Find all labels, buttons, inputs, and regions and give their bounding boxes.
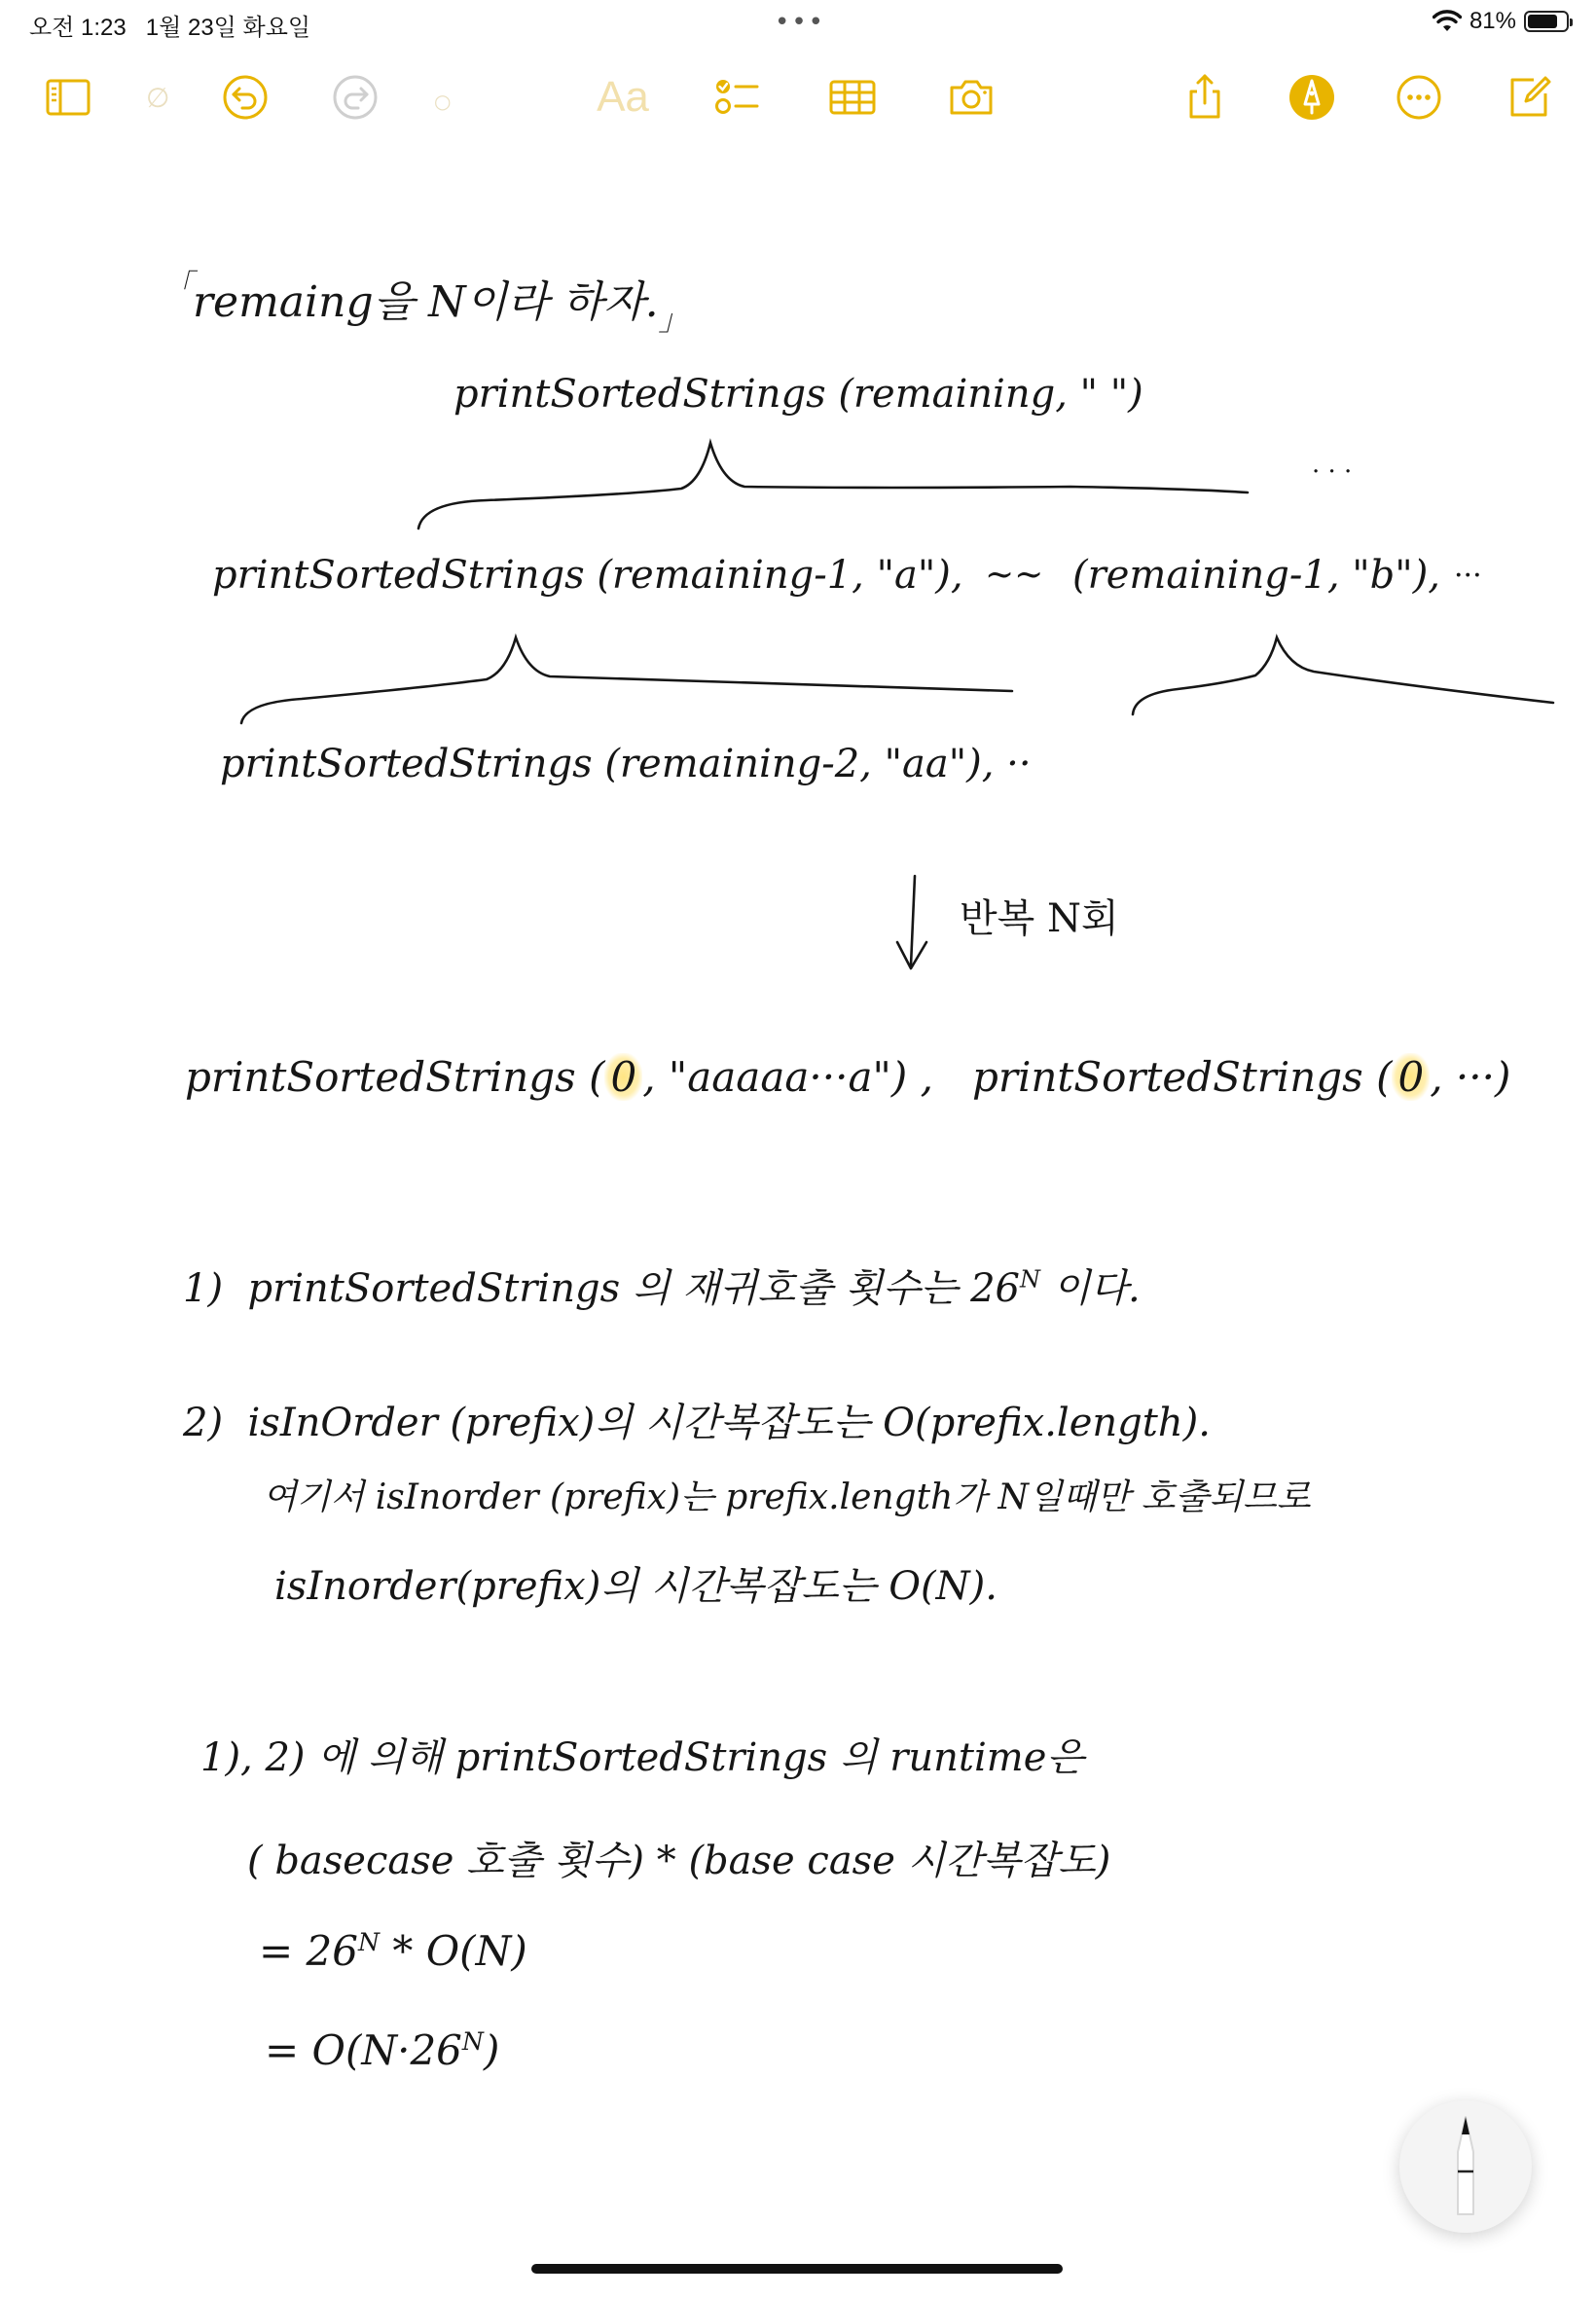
format-button[interactable]	[590, 62, 656, 132]
redo-button[interactable]	[324, 62, 386, 132]
compose-button[interactable]	[1499, 62, 1561, 132]
more-icon	[1394, 72, 1444, 123]
pencil-icon	[1446, 2113, 1485, 2220]
multitasking-dots[interactable]: •••	[775, 8, 826, 37]
markup-button[interactable]	[1281, 62, 1343, 132]
tree-root-ellipsis: · · ·	[1312, 457, 1353, 487]
status-time-date	[29, 8, 310, 42]
conclusion-line-3-b: * O(N)	[380, 1927, 527, 1975]
point-1-text-end: 이다.	[1039, 1266, 1141, 1311]
base-highlight-zero-2: 0	[1392, 1053, 1430, 1101]
sidebar-button[interactable]	[37, 62, 99, 132]
tree-level1-ellipsis: ···	[1454, 559, 1482, 593]
compose-icon	[1505, 72, 1555, 123]
base-call-2-prefix: printSortedStrings (	[971, 1053, 1393, 1101]
status-bar	[0, 0, 1596, 47]
tree-level2-call: printSortedStrings (remaining-2, "aa"), ··	[220, 742, 1032, 786]
conclusion-line-4-exponent: N	[461, 2027, 484, 2056]
base-call-2-rest: , ···)	[1430, 1053, 1511, 1101]
checklist-icon	[712, 72, 763, 123]
status-date: 1월 23일 화요일	[145, 15, 311, 41]
ghost-glyph: ○	[434, 90, 452, 113]
tree-level1-left-call: printSortedStrings (remaining-1, "a"),	[212, 553, 963, 598]
intro-line	[163, 261, 688, 339]
tree-root-call: printSortedStrings (remaining, " ")	[453, 372, 1143, 417]
wifi-icon	[1433, 10, 1462, 33]
base-highlight-zero-1: 0	[604, 1053, 642, 1101]
base-case-line	[185, 1053, 1510, 1101]
arrow-label: 반복 N회	[960, 896, 1119, 941]
table-button[interactable]	[821, 62, 884, 132]
conclusion-line-3	[259, 1927, 527, 1975]
apple-pencil-tool-button[interactable]	[1399, 2100, 1532, 2233]
point-2-number: 2)	[183, 1401, 224, 1445]
battery-percent: 81%	[1469, 8, 1516, 34]
handwritten-note	[0, 146, 1596, 2190]
status-right	[1433, 8, 1569, 35]
ghost-glyph: ∅	[146, 82, 170, 114]
conclusion-line-2: ( basecase 호출 횟수) * (base case 시간복잡도)	[247, 1839, 1111, 1883]
point-1-exponent: N	[1019, 1265, 1040, 1294]
point-2-line-3: isInorder(prefix)의 시간복잡도는 O(N).	[274, 1564, 998, 1609]
base-call-1-prefix: printSortedStrings (	[185, 1053, 605, 1101]
more-button[interactable]	[1388, 62, 1450, 132]
conclusion-line-4	[265, 2026, 499, 2074]
undo-button[interactable]	[214, 62, 276, 132]
point-2-line-2: 여기서 isInorder (prefix)는 prefix.length가 N일때만 호출되므로	[263, 1477, 1311, 1517]
camera-icon	[946, 72, 997, 123]
battery-icon	[1524, 11, 1569, 32]
redo-icon	[330, 72, 381, 123]
markup-pen-icon	[1287, 72, 1337, 123]
notes-toolbar	[0, 62, 1596, 132]
point-2-line-1: isInOrder (prefix)의 시간복잡도는 O(prefix.length).	[247, 1401, 1211, 1445]
point-2	[183, 1392, 1211, 1447]
point-1	[183, 1258, 1141, 1313]
base-call-1-rest: , "aaaaa···a") ,	[642, 1053, 933, 1101]
conclusion-line-4-b: )	[483, 2026, 500, 2074]
conclusion-line-1: 1), 2) 에 의해 printSortedStrings 의 runtime은	[200, 1735, 1085, 1780]
intro-text: remaing을 N이라 하자.	[193, 277, 659, 327]
status-time: 오전 1:23	[29, 15, 127, 41]
conclusion-line-4-a: = O(N·26	[265, 2026, 462, 2074]
conclusion-line-3-exponent: N	[358, 1928, 381, 1956]
point-1-text: printSortedStrings 의 재귀호출 횟수는 26	[247, 1266, 1020, 1311]
checklist-button[interactable]	[707, 62, 769, 132]
share-icon	[1179, 72, 1230, 123]
sidebar-icon	[43, 72, 93, 123]
home-indicator[interactable]	[531, 2264, 1063, 2274]
corner-bracket-open: 「	[163, 269, 193, 303]
tree-level1-tilde: ~~	[985, 555, 1044, 595]
tree-level1-right-call: (remaining-1, "b"),	[1072, 553, 1441, 598]
camera-button[interactable]	[940, 62, 1002, 132]
corner-bracket-close: 」	[658, 304, 688, 338]
undo-icon	[220, 72, 271, 123]
conclusion-line-3-a: = 26	[259, 1927, 358, 1975]
point-1-number: 1)	[183, 1266, 224, 1311]
share-button[interactable]	[1174, 62, 1236, 132]
format-label: Aa	[597, 73, 649, 121]
table-icon	[827, 72, 878, 123]
